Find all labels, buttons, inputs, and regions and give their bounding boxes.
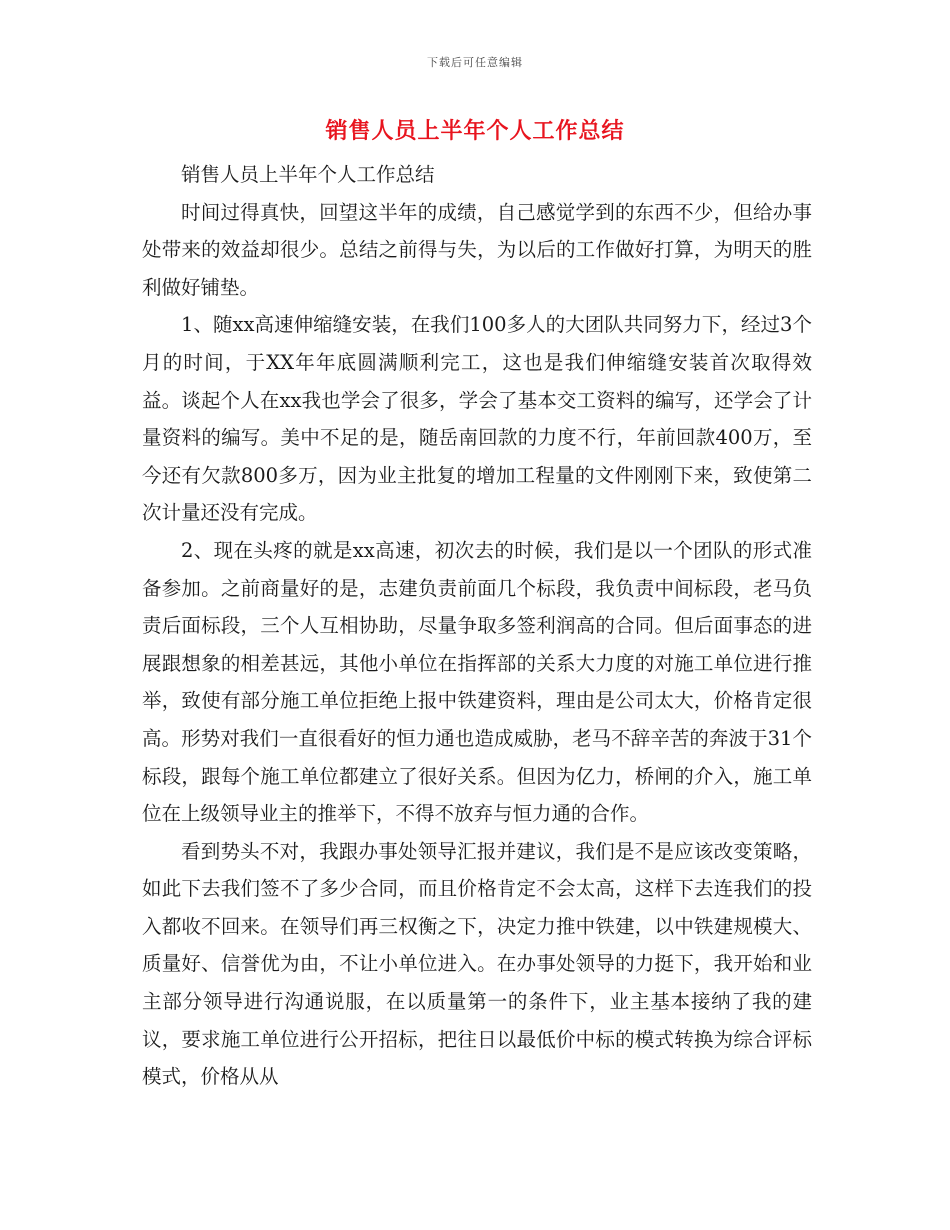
paragraph-item-2: 2、现在头疼的就是xx高速，初次去的时候，我们是以一个团队的形式准备参加。之前商量好的是，志建负责前面几个标段，我负责中间标段，老马负责后面标段，三个人互相协助，尽量争取多签利润高的合同。但后面事态的进展跟想象的相差甚远，其他小单位在指挥部的关系大力度的对施工单位进行推举，致使有部分施工单位拒绝上报中铁建资料，理由是公司太大，价格肯定很高。形势对我们一直很看好的恒力通也造成威胁，老马不辞辛苦的奔波于31个标段，跟每个施工单位都建立了很好关系。但因为亿力，桥闸的介入，施工单位在上级领导业主的推举下，不得不放弃与恒力通的合作。	[142, 538, 812, 826]
header-note: 下载后可任意编辑	[427, 56, 523, 69]
document-body	[142, 156, 812, 1096]
document-title: 销售人员上半年个人工作总结	[325, 119, 625, 144]
paragraph-subtitle: 销售人员上半年个人工作总结	[181, 163, 435, 186]
paragraph-strategy: 看到势头不对，我跟办事处领导汇报并建议，我们是不是应该改变策略，如此下去我们签不了多少合同，而且价格肯定不会太高，这样下去连我们的投入都收不回来。在领导们再三权衡之下，决定力推中铁建，以中铁建规模大、质量好、信誉优为由，不让小单位进入。在办事处领导的力挺下，我开始和业主部分领导进行沟通说服，在以质量第一的条件下，业主基本接纳了我的建议，要求施工单位进行公开招标，把往日以最低价中标的模式转换为综合评标模式，价格从从	[142, 839, 812, 1089]
paragraph-intro: 时间过得真快，回望这半年的成绩，自己感觉学到的东西不少，但给办事处带来的效益却很少。总结之前得与失，为以后的工作做好打算，为明天的胜利做好铺垫。	[142, 200, 812, 299]
paragraph-item-1: 1、随xx高速伸缩缝安装，在我们100多人的大团队共同努力下，经过3个月的时间，于XX年年底圆满顺利完工，这也是我们伸缩缝安装首次取得效益。谈起个人在xx我也学会了很多，学会了基本交工资料的编写，还学会了计量资料的编写。美中不足的是，随岳南回款的力度不行，年前回款400万，至今还有欠款800多万，因为业主批复的增加工程量的文件刚刚下来，致使第二次计量还没有完成。	[142, 313, 812, 525]
